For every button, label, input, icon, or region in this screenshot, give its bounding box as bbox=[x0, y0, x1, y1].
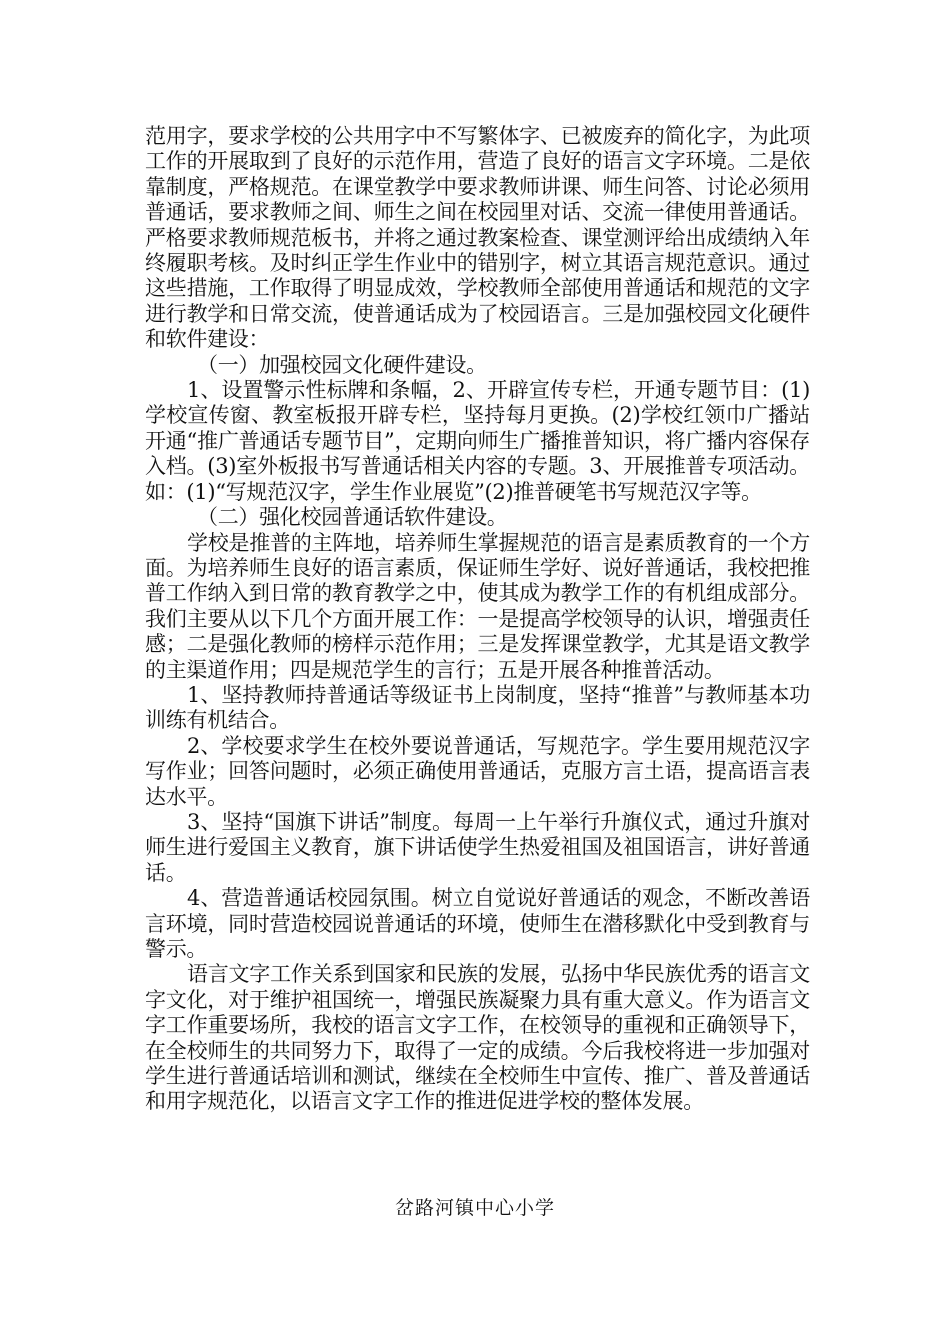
section-heading-software: （二）强化校园普通话软件建设。 bbox=[197, 505, 508, 530]
paragraph-conclusion: 语言文字工作关系到国家和民族的发展，弘扬中华民族优秀的语言文字文化，对于维护祖国统一，增强民族凝聚力具有重大意义。作为语言文字工作重要场所，我校的语言文字工作，在校领导的重视和正确领导下，在全校师生的共同努力下，取得了一定的成绩。今后我校将进一步加强对学生进行普通话培训和测试，继续在全校师生中宣传、推广、普及普通话和用字规范化，以语言文字工作的推进促进学校的整体发展。 bbox=[145, 962, 810, 1114]
list-item-teacher-certificate: 1、坚持教师持普通话等级证书上岗制度，坚持“推普”与教师基本功训练有机结合。 bbox=[145, 682, 810, 733]
signature-school-name: 岔路河镇中心小学 bbox=[394, 1197, 555, 1219]
document-body bbox=[145, 124, 810, 1115]
list-item-flag-speech: 3、坚持“国旗下讲话”制度。每周一上午举行升旗仪式，通过升旗对师生进行爱国主义教育，旗下讲话使学生热爱祖国及祖国语言，讲好普通话。 bbox=[145, 809, 810, 885]
paragraph-school-main-position: 学校是推普的主阵地，培养师生掌握规范的语言是素质教育的一个方面。为培养师生良好的语言素质，保证师生学好、说好普通话，我校把推普工作纳入到日常的教育教学之中，使其成为教学工作的有机组成部分。我们主要从以下几个方面开展工作：一是提高学校领导的认识，增强责任感；二是强化教师的榜样示范作用；三是发挥课堂教学，尤其是语文教学的主渠道作用；四是规范学生的言行；五是开展各种推普活动。 bbox=[145, 530, 810, 682]
list-item-campus-atmosphere: 4、营造普通话校园氛围。树立自觉说好普通话的观念，不断改善语言环境，同时营造校园说普通话的环境，使师生在潜移默化中受到教育与警示。 bbox=[145, 886, 810, 961]
list-item-student-requirement: 2、学校要求学生在校外要说普通话，写规范字。学生要用规范汉字写作业；回答问题时，必须正确使用普通话，克服方言土语，提高语言表达水平。 bbox=[145, 733, 810, 809]
paragraph-continuation: 范用字，要求学校的公共用字中不写繁体字、已被废弃的简化字，为此项工作的开展取到了良好的示范作用，营造了良好的语言文字环境。二是依靠制度，严格规范。在课堂教学中要求教师讲课、师生问答、讨论必须用普通话，要求教师之间、师生之间在校园里对话、交流一律使用普通话。严格要求教师规范板书，并将之通过教案检查、课堂测评给出成绩纳入年终履职考核。及时纠正学生作业中的错别字，树立其语言规范意识。通过这些措施，工作取得了明显成效，学校教师全部使用普通话和规范的文字进行教学和日常交流，使普通话成为了校园语言。三是加强校园文化硬件和软件建设： bbox=[145, 124, 810, 352]
paragraph-hardware-measures: 1、设置警示性标牌和条幅，2、开辟宣传专栏，开通专题节目：(1)学校宣传窗、教室板报开辟专栏，坚持每月更换。(2)学校红领巾广播站开通“推广普通话专题节目”，定期向师生广播推普知识，将广播内容保存入档。(3)室外板报书写普通话相关内容的专题。3、开展推普专项活动。如：(1)“写规范汉字，学生作业展览”(2)推普硬笔书写规范汉字等。 bbox=[145, 378, 810, 504]
section-heading-hardware: （一）加强校园文化硬件建设。 bbox=[197, 352, 487, 377]
